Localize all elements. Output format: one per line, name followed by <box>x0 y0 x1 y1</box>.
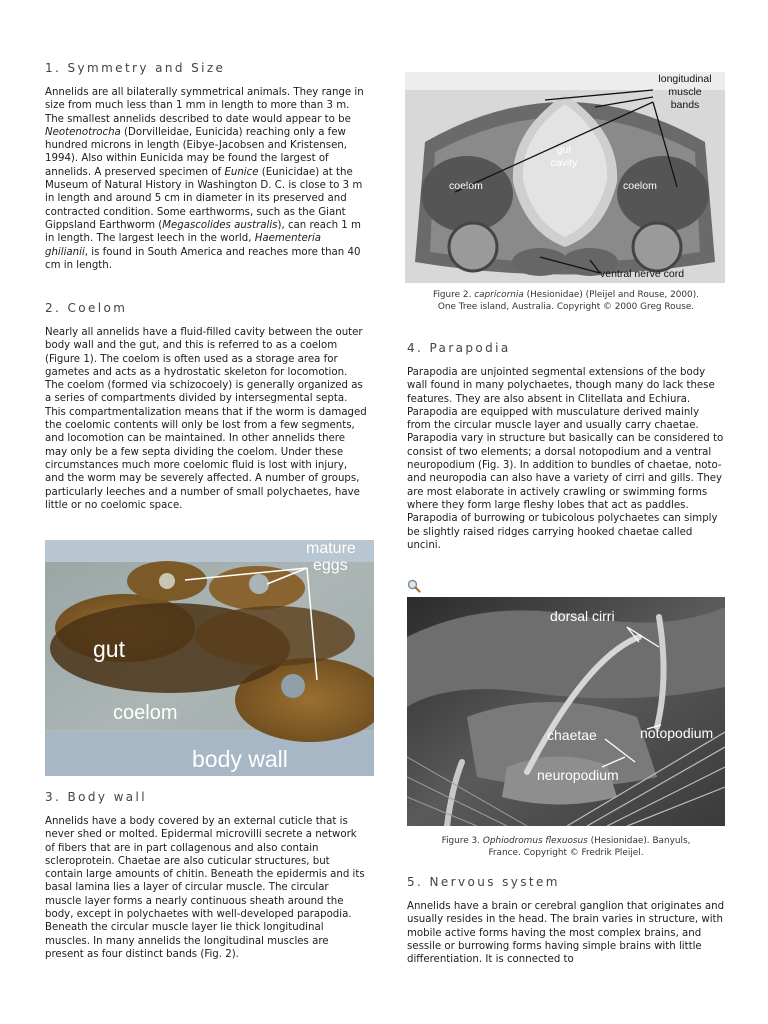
figure-1-label-body-wall: body wall <box>192 746 288 772</box>
section-3-text: Annelids have a body covered by an external cuticle that is never shed or molted. Epidermal microvilli secrete a network of fibers that are in part collagenous and also contain scleroprotein. Chaetae are also cuticular structures, but contain large amounts of chitin. Beneath the epidermis and its basal lamina lies a layer of circular muscle. The circular muscle layer forms a nearly continuous sheath around the body, except in polychaetes with well-developed parapodia. Beneath the circular muscle layer lie thick longitudinal muscles. In many annelids the longitudinal muscles are present as four distinct bands (Fig. 2). <box>45 816 365 960</box>
figure-2-label-nerve-cord: ventral nerve cord <box>600 268 685 280</box>
figure-2-image <box>405 72 725 283</box>
figure-1-label-mature: mature <box>306 540 356 557</box>
italic-term: Eunice <box>224 166 259 178</box>
figure-3-drawing <box>407 597 725 826</box>
italic-term: Neotenotrocha <box>45 126 121 138</box>
section-2-text: Nearly all annelids have a fluid-filled cavity between the outer body wall and the gut, and this is referred to as a coelom (Figure 1). The coelom is often used as a storage area for gametes and acts as a hydrostatic skeleton for locomotion. The coelom (formed via schizocoely) is generally organized as a series of compartments divided by intersegmental septa. This compartmentalization means that if the worm is damaged the coelomic contents will only be lost from a few segments, and locomotion can be maintained. In other annelids there may only be a few septa dividing the coelom. Under these circumstances much more coelomic fluid is lost with injury, and the worm may be severely affected. A number of groups, particularly leeches and a number of small polychaetes, have little or no coelomic space. <box>45 327 367 511</box>
italic-term: Haementeria ghilianii <box>45 233 322 258</box>
figure-2-label-gut-cavity <box>544 144 584 170</box>
figure-3-label-dorsal-cirri: dorsal cirri <box>550 608 615 624</box>
figure-2-label-muscle: muscle <box>668 86 702 98</box>
magnifier-icon[interactable] <box>407 579 421 593</box>
section-1-text: Annelids are all bilaterally symmetrical animals. They range in size from much less than 1 mm in length to more than 3 m. The smallest annelids described to date would appear to be Neotenotrocha (Dorvilleidae, Eunicida) reaching only a few hundred microns in length (Eibye-Jacobsen and Kristensen, 1994). Also within Eunicida may be found the largest of annelids. A preserved specimen of Eunice (Eunicidae) at the Museum of Natural History in Washington D. C. is close to 3 m in length and around 5 cm in diameter in its preserved and contracted condition. Some earthworms, such as the Giant Gippsland Earthworm (Megascolides australis), can reach 1 m in length. The largest leech in the world, Haementeria ghilianii, is found in South America and reaches more than 40 cm in length. <box>45 87 364 271</box>
figure-3-label-notopodium: notopodium <box>640 725 714 741</box>
figure-1-label-eggs: eggs <box>313 557 348 574</box>
figure-2-label-longitudinal: longitudinal <box>658 73 712 85</box>
figure-3-caption: Figure 3. Ophiodromus flexuosus (Hesionidae). Banyuls, France. Copyright © Fredrik Pleijel. <box>441 836 691 858</box>
figure-1-image <box>45 540 374 776</box>
section-5-text: Annelids have a brain or cerebral ganglion that originates and usually resides in the head. The brain varies in structure, with mobile active forms having the most complex brains, and sessile or burrowing forms having simple brains with little differentiation. It is connected to <box>407 901 725 966</box>
italic-term: capricornia <box>474 290 524 300</box>
section-4-text: Parapodia are unjointed segmental extensions of the body wall found in many polychaetes, though many do lack these features. They are also absent in Clitellata and Echiura. Parapodia are equipped with musculature derived mainly from the circular muscle layer and usually carry chaetae. Parapodia vary in structure but basically can be considered to consist of two elements; a dorsal notopodium and a ventral neuropodium (Fig. 3). In addition to bundles of chaetae, noto- and neuropodia can also have a variety of cirri and gills. They are most elaborate in actively crawling or swimming forms where they form large fleshy lobes that act as paddles. Parapodia of burrowing or tubicolous polychaetes can simply be slightly raised ridges carrying hooked chaetae called uncini. <box>407 367 724 551</box>
figure-3-label-chaetae: chaetae <box>547 727 597 743</box>
italic-term: Megascolides australis <box>162 219 278 231</box>
figure-2-label-longitudinal-muscle-bands <box>650 73 720 112</box>
figure-2-caption: Figure 2. capricornia (Hesionidae) (Pleijel and Rouse, 2000). One Tree island, Australia. Copyright © 2000 Greg Rouse. <box>433 290 699 312</box>
figure-2-label-coelom-left: coelom <box>449 180 483 192</box>
figure-1-label-gut: gut <box>93 636 125 662</box>
figure-3-label-neuropodium: neuropodium <box>537 767 619 783</box>
section-5-heading: 5. Nervous system <box>407 875 560 889</box>
italic-term: Ophiodromus flexuosus <box>482 836 588 846</box>
section-4-heading: 4. Parapodia <box>407 341 511 355</box>
figure-2-label-coelom-right: coelom <box>623 180 657 192</box>
figure-3-image <box>407 597 725 826</box>
section-2-heading: 2. Coelom <box>45 301 128 315</box>
section-3-heading: 3. Body wall <box>45 790 148 804</box>
section-1-heading: 1. Symmetry and Size <box>45 61 226 75</box>
figure-1-label-coelom: coelom <box>113 702 178 724</box>
figure-2-label-bands: bands <box>670 99 700 111</box>
figure-2-label-gut: gut <box>556 144 572 156</box>
figure-2-label-cavity: cavity <box>550 157 578 169</box>
